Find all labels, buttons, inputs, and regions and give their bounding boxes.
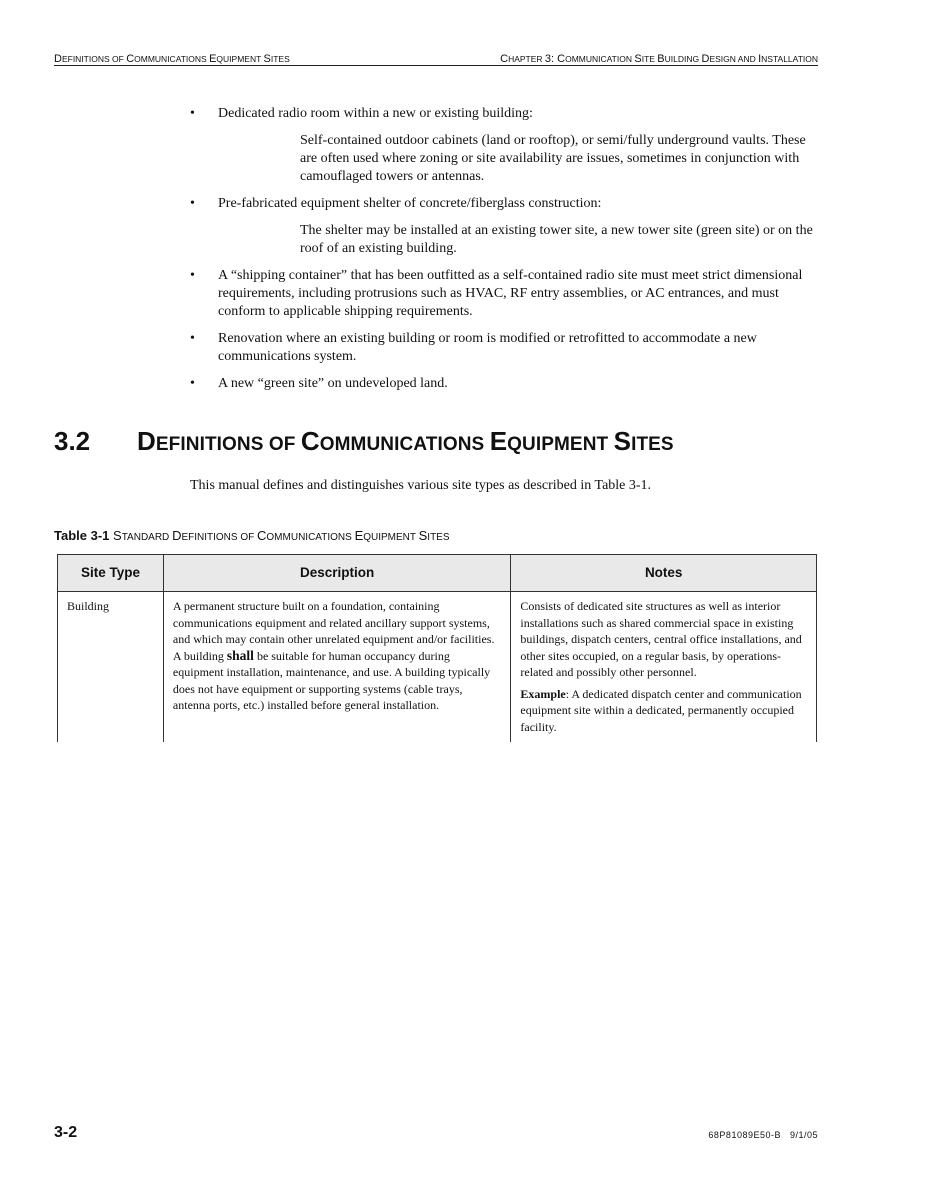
header-left-part: D bbox=[54, 53, 62, 65]
section-title-part: OMMUNICATIONS bbox=[319, 434, 490, 455]
section-intro: This manual defines and distinguishes various site types as described in Table 3-1. bbox=[190, 478, 652, 493]
header-left-part: EFINITIONS OF bbox=[61, 54, 127, 64]
caption-part: S bbox=[113, 528, 122, 543]
header-right-part: I bbox=[758, 53, 762, 65]
header-left-part: S bbox=[263, 53, 271, 65]
description-text-b: be suitable for human occupancy during equipment installation, maintenance, and use. A building typically does not have equipment or supporting systems (cable trays, antenna ports, etc.) installed before general installation. bbox=[172, 648, 491, 712]
header-right-part: HAPTER bbox=[508, 54, 545, 64]
section-title-part: ITES bbox=[631, 434, 674, 455]
bullet-text: Dedicated radio room within a new or existing building: bbox=[218, 106, 533, 121]
section-number: 3.2 bbox=[54, 426, 91, 456]
header-left-title bbox=[54, 49, 290, 67]
section-title-part: C bbox=[300, 426, 320, 456]
caption-part: ITES bbox=[427, 532, 450, 543]
description-shall: shall bbox=[226, 647, 254, 663]
header-notes: Notes bbox=[511, 555, 817, 592]
caption-part: E bbox=[354, 528, 364, 543]
section-title-part: EFINITIONS OF bbox=[155, 434, 301, 455]
caption-part: D bbox=[172, 528, 182, 543]
header-right-chapter bbox=[500, 49, 818, 67]
header-right-part: C bbox=[500, 53, 509, 65]
bullet-dot-icon: • bbox=[190, 331, 195, 346]
caption-part: QUIPMENT bbox=[363, 532, 419, 543]
bullet-text: A “shipping container” that has been outfitted as a self-contained radio site must meet strict dimensional requirements, including protrusions such as HVAC, RF entry assemblies, or AC entrances, and must conform to applicable shipping requirements. bbox=[218, 268, 803, 319]
running-header bbox=[54, 49, 818, 66]
table-caption bbox=[54, 528, 450, 543]
header-right-part: S bbox=[634, 53, 642, 65]
document-id: 68P81089E50-B 9/1/05 bbox=[708, 1130, 818, 1140]
header-right-part: C bbox=[557, 53, 566, 65]
table-caption-text bbox=[113, 528, 450, 543]
header-right-part: D bbox=[701, 53, 710, 65]
header-left-part: C bbox=[126, 53, 135, 65]
table-row bbox=[58, 592, 817, 743]
bullet-subtext: Self-contained outdoor cabinets (land or rooftop), or semi/fully underground vaults. These are often used where zoning or site availability are issues, sometimes in conjunction with camouflaged towers or antennas. bbox=[300, 133, 806, 184]
definitions-table bbox=[57, 554, 817, 742]
bullet-dot-icon: • bbox=[190, 196, 195, 211]
caption-part: TANDARD bbox=[121, 532, 173, 543]
description-text-a: A permanent structure built on a foundation, containing communications equipment and related ancillary support systems, and which may contain other unrelated equipment and/or facilities. A building bbox=[172, 599, 495, 663]
section-title bbox=[137, 426, 674, 457]
caption-part: S bbox=[418, 528, 428, 543]
header-description: Description bbox=[163, 555, 511, 592]
notes-example bbox=[520, 686, 807, 736]
caption-part: OMMUNICATIONS bbox=[266, 532, 355, 543]
table-header-row bbox=[58, 555, 817, 592]
header-right-part: NSTALLATION bbox=[761, 54, 818, 64]
header-left-part: QUIPMENT bbox=[216, 54, 264, 64]
section-title-part: S bbox=[613, 426, 632, 456]
bullet-dot-icon: • bbox=[190, 376, 195, 391]
header-right-part: OMMUNICATION bbox=[565, 54, 635, 64]
header-left-part: E bbox=[209, 53, 217, 65]
bullet-item bbox=[190, 267, 820, 321]
caption-part: EFINITIONS OF bbox=[181, 532, 258, 543]
bullet-text: A new “green site” on undeveloped land. bbox=[218, 376, 448, 391]
notes-text: Consists of dedicated site structures as well as interior installations such as shared commercial space in existing buildings, dispatch centers, central office installations, and other sites occupied, on a regular basis, by operations-related and possibly other personnel. bbox=[520, 599, 802, 679]
example-text: : A dedicated dispatch center and communication equipment site within a dedicated, permanently occupied facility. bbox=[520, 686, 802, 734]
header-right-part: ESIGN AND bbox=[709, 54, 759, 64]
header-site-type: Site Type bbox=[58, 555, 164, 592]
cell-notes bbox=[511, 592, 817, 743]
bullet-item bbox=[190, 195, 820, 258]
section-title-part: QUIPMENT bbox=[507, 434, 614, 455]
section-title-part: E bbox=[489, 426, 508, 456]
bullet-item bbox=[190, 105, 820, 186]
header-right-part: UILDING bbox=[664, 54, 702, 64]
bullet-text: Renovation where an existing building or room is modified or retrofitted to accommodate a new communications system. bbox=[218, 331, 757, 364]
header-right-part: B bbox=[657, 53, 665, 65]
bullet-dot-icon: • bbox=[190, 106, 195, 121]
cell-description bbox=[163, 592, 511, 743]
bullet-list bbox=[190, 105, 820, 402]
section-title-part: D bbox=[137, 426, 156, 456]
header-right-part: 3: bbox=[544, 53, 558, 65]
bullet-item bbox=[190, 375, 820, 393]
example-label: Example bbox=[520, 686, 566, 701]
page-number: 3-2 bbox=[54, 1124, 78, 1141]
bullet-text: Pre-fabricated equipment shelter of concrete/fiberglass construction: bbox=[218, 196, 602, 211]
bullet-dot-icon: • bbox=[190, 268, 195, 283]
cell-site-type: Building bbox=[58, 592, 164, 743]
header-right-part: ITE bbox=[641, 54, 658, 64]
header-left-part: ITES bbox=[270, 54, 290, 64]
bullet-item bbox=[190, 330, 820, 366]
bullet-subtext: The shelter may be installed at an existing tower site, a new tower site (green site) or on the roof of an existing building. bbox=[300, 223, 813, 256]
table-caption-number: Table 3-1 bbox=[54, 528, 110, 543]
caption-part: C bbox=[257, 528, 267, 543]
header-left-part: OMMUNICATIONS bbox=[134, 54, 210, 64]
